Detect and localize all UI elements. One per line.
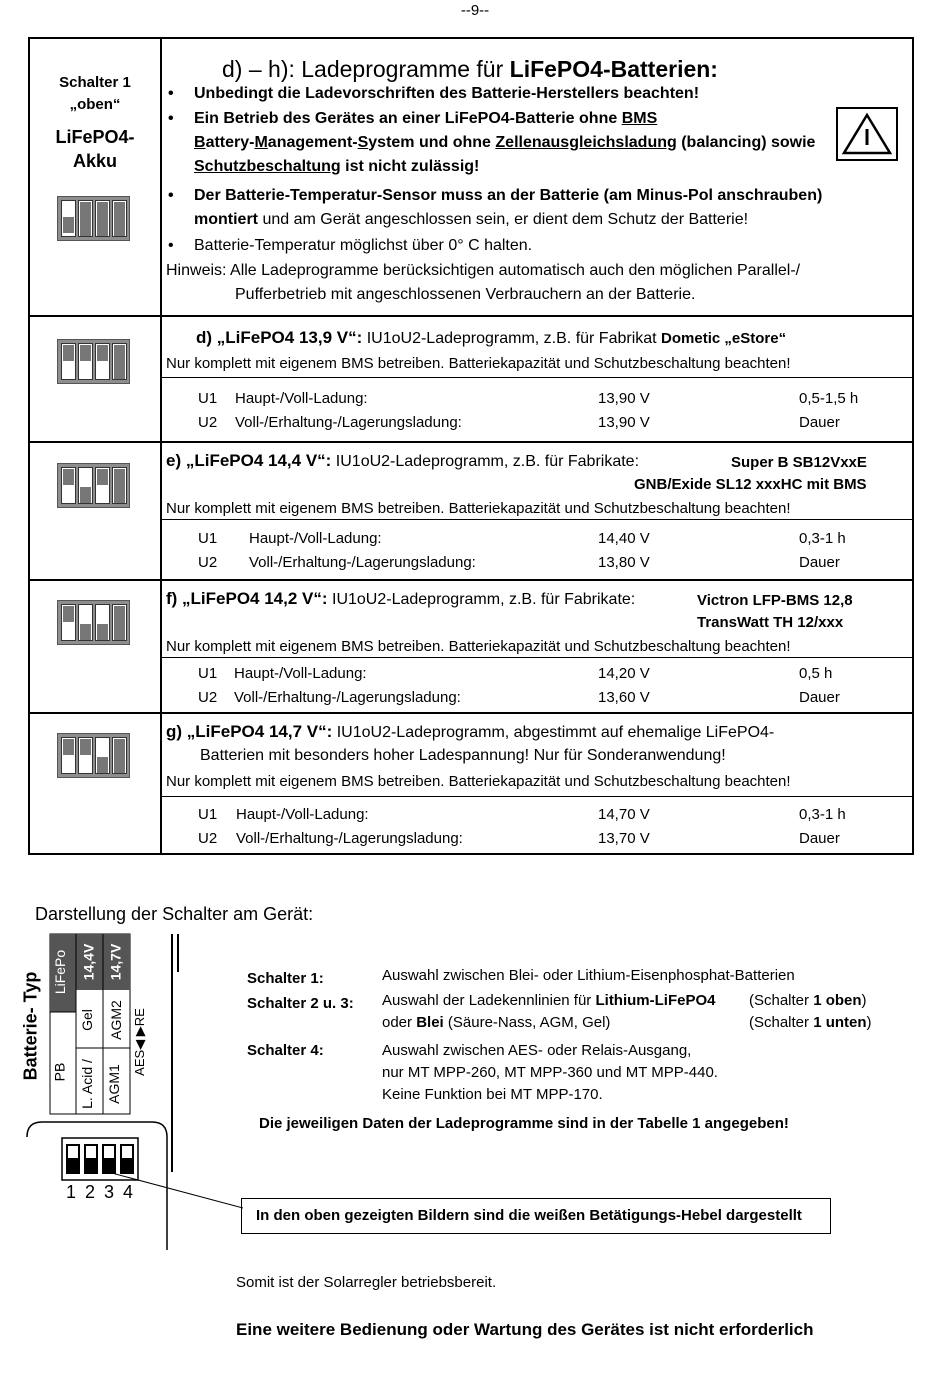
switch-4-line-3: Keine Funktion bei MT MPP-170. (382, 1086, 603, 1103)
col3-bottom: AGM1 (105, 1064, 122, 1104)
program-f-heading: f) „LiFePO4 14,2 V“: IU1oU2-Ladeprogramm, z.B. für Fabrikate: (166, 589, 636, 608)
switch-2-3-line-2: oder Blei (Säure-Nass, AGM, Gel) (382, 1014, 611, 1031)
program-e-heading: e) „LiFePO4 14,4 V“: IU1oU2-Ladeprogramm, z.B. für Fabrikate: (166, 451, 640, 470)
switch-position: „oben“ (69, 96, 121, 113)
u2-label: Voll-/Erhaltung-/Lagerungsladung: (236, 830, 463, 847)
table-subrow-divider (160, 657, 912, 658)
table-reference: Die jeweiligen Daten der Ladeprogramme sind in der Tabelle 1 angegeben! (259, 1115, 789, 1132)
u1-label: Haupt-/Voll-Ladung: (236, 806, 369, 823)
switch-4-line-1: Auswahl zwischen AES- oder Relais-Ausgang, (382, 1042, 692, 1059)
table-row-divider (30, 579, 912, 581)
program-e-brand-1: Super B SB12VxxE (731, 454, 867, 471)
u2-code: U2 (198, 689, 218, 706)
col3-mid: AGM2 (107, 1000, 124, 1040)
u2-duration: Dauer (799, 554, 840, 571)
u2-duration: Dauer (799, 830, 840, 847)
u2-label: Voll-/Erhaltung-/Lagerungsladung: (234, 689, 461, 706)
u1-voltage: 14,20 V (598, 665, 650, 682)
bullet-4: • Batterie-Temperatur möglichst über 0° C halten. (194, 236, 532, 256)
u2-duration: Dauer (799, 414, 840, 431)
table-subrow-divider (160, 377, 912, 378)
program-e-brand-2: GNB/Exide SL12 xxxHC mit BMS (634, 476, 867, 493)
u2-label: Voll-/Erhaltung-/Lagerungsladung: (249, 554, 476, 571)
bullet-2-line-2: Battery-Management-System und ohne Zellenausgleichsladung (balancing) sowie (194, 134, 816, 151)
dip-switch-icon (57, 339, 130, 384)
col3-top: 14,7V (107, 943, 124, 981)
program-g-heading: g) „LiFePO4 14,7 V“: IU1oU2-Ladeprogramm, abgestimmt auf ehemalige LiFePO4- (166, 722, 775, 741)
u2-code: U2 (198, 830, 218, 847)
hint-line-1: Hinweis: Alle Ladeprogramme berücksichtigen automatisch auch den möglichen Parallel-/ (166, 262, 801, 279)
u1-voltage: 14,40 V (598, 530, 650, 547)
bullet-1: • Unbedingt die Ladevorschriften des Batterie-Herstellers beachten! (194, 84, 699, 104)
col2-bottom: L. Acid / (78, 1059, 95, 1109)
table-subrow-divider (160, 519, 912, 520)
program-d-note: Nur komplett mit eigenem BMS betreiben. Batteriekapazität und Schutzbeschaltung beachten! (166, 355, 791, 372)
u1-duration: 0,5-1,5 h (799, 390, 859, 407)
u2-code: U2 (198, 554, 218, 571)
program-e-note: Nur komplett mit eigenem BMS betreiben. Batteriekapazität und Schutzbeschaltung beachten! (166, 500, 791, 517)
col2-mid: Gel (78, 1009, 95, 1031)
col4-label: AES◀ ▶RE (131, 1008, 147, 1076)
u2-voltage: 13,60 V (598, 689, 650, 706)
u1-duration: 0,5 h (799, 665, 833, 682)
u1-code: U1 (198, 390, 218, 407)
u2-code: U2 (198, 414, 218, 431)
callout-text: In den oben gezeigten Bildern sind die weißen Betätigungs-Hebel dargestellt (256, 1207, 802, 1224)
table-subrow-divider (160, 796, 912, 797)
u1-code: U1 (198, 530, 218, 547)
bullet-3-line-2: montiert und am Gerät angeschlossen sein, er dient dem Schutz der Batterie! (194, 211, 749, 228)
switch-1-text: Auswahl zwischen Blei- oder Lithium-Eisenphosphat-Batterien (382, 967, 795, 984)
device-heading: Darstellung der Schalter am Gerät: (35, 904, 314, 924)
dip-switch-icon (57, 196, 130, 241)
u2-voltage: 13,70 V (598, 830, 650, 847)
u2-voltage: 13,90 V (598, 414, 650, 431)
col2-top: 14,4V (80, 943, 97, 981)
table-row-divider (30, 712, 912, 714)
callout-leader (108, 1172, 243, 1212)
u1-voltage: 13,90 V (598, 390, 650, 407)
bullet-2-line-1: • Ein Betrieb des Gerätes an einer LiFePO4-Batterie ohne BMS (194, 109, 657, 129)
switch-2-3-pos-1: (Schalter 1 oben) (749, 992, 867, 1009)
switch-1-label: Schalter 1: (247, 970, 324, 987)
col1-bottom: PB (51, 1062, 68, 1082)
u1-label: Haupt-/Voll-Ladung: (234, 665, 367, 682)
switch-label: Schalter 1 (59, 74, 131, 91)
switch-4-label: Schalter 4: (247, 1042, 324, 1059)
program-f-brand-2: TransWatt TH 12/xxx (697, 614, 844, 631)
program-g-note: Nur komplett mit eigenem BMS betreiben. Batteriekapazität und Schutzbeschaltung beachten! (166, 773, 791, 790)
callout-box (241, 1198, 831, 1234)
program-f-note: Nur komplett mit eigenem BMS betreiben. Batteriekapazität und Schutzbeschaltung beachten! (166, 638, 791, 655)
dip-switch-icon (57, 733, 130, 778)
ready-text: Somit ist der Solarregler betriebsbereit. (236, 1274, 497, 1291)
switch-2-3-label: Schalter 2 u. 3: (247, 995, 354, 1012)
final-text: Eine weitere Bedienung oder Wartung des Gerätes ist nicht erforderlich (236, 1320, 814, 1339)
col1-top: LiFePo (52, 949, 69, 995)
u1-label: Haupt-/Voll-Ladung: (235, 390, 368, 407)
switch-numbers: 1 2 3 4 (66, 1182, 136, 1202)
bullet-2-line-3: Schutzbeschaltung ist nicht zulässig! (194, 158, 480, 175)
page-number: --9-- (460, 2, 490, 19)
program-g-description: Batterien mit besonders hoher Ladespannung! Nur für Sonderanwendung! (200, 747, 726, 764)
bullet-3-line-1: • Der Batterie-Temperatur-Sensor muss an der Batterie (am Minus-Pol anschrauben) (194, 186, 822, 206)
u1-voltage: 14,70 V (598, 806, 650, 823)
program-d-heading: d) „LiFePO4 13,9 V“: IU1oU2-Ladeprogramm, z.B. für Fabrikat Dometic „eStore“ (196, 328, 787, 347)
program-f-brand-1: Victron LFP-BMS 12,8 (697, 592, 853, 609)
battery-type-2: Akku (72, 151, 117, 171)
battery-type-label: Batterie- Typ (20, 971, 41, 1081)
u1-label: Haupt-/Voll-Ladung: (249, 530, 382, 547)
charge-program-table (28, 37, 914, 855)
u1-code: U1 (198, 806, 218, 823)
switch-4-line-2: nur MT MPP-260, MT MPP-360 und MT MPP-440. (382, 1064, 718, 1081)
table-row-divider (30, 315, 912, 317)
u2-voltage: 13,80 V (598, 554, 650, 571)
warning-icon (836, 107, 898, 161)
battery-type: LiFePO4- (55, 127, 135, 147)
u1-duration: 0,3-1 h (799, 806, 846, 823)
hint-line-2: Pufferbetrieb mit angeschlossenen Verbrauchern an der Batterie. (235, 286, 696, 303)
section-title: d) – h): Ladeprogramme für LiFePO4-Batterien: (222, 56, 718, 82)
table-row-divider (30, 441, 912, 443)
dip-switch-icon (57, 600, 130, 645)
dip-switch-icon (57, 463, 130, 508)
u2-duration: Dauer (799, 689, 840, 706)
u1-code: U1 (198, 665, 218, 682)
u2-label: Voll-/Erhaltung-/Lagerungsladung: (235, 414, 462, 431)
u1-duration: 0,3-1 h (799, 530, 846, 547)
switch-2-3-line-1: Auswahl der Ladekennlinien für Lithium-LiFePO4 (382, 992, 716, 1009)
table-column-divider (160, 39, 162, 853)
switch-2-3-pos-2: (Schalter 1 unten) (749, 1014, 872, 1031)
